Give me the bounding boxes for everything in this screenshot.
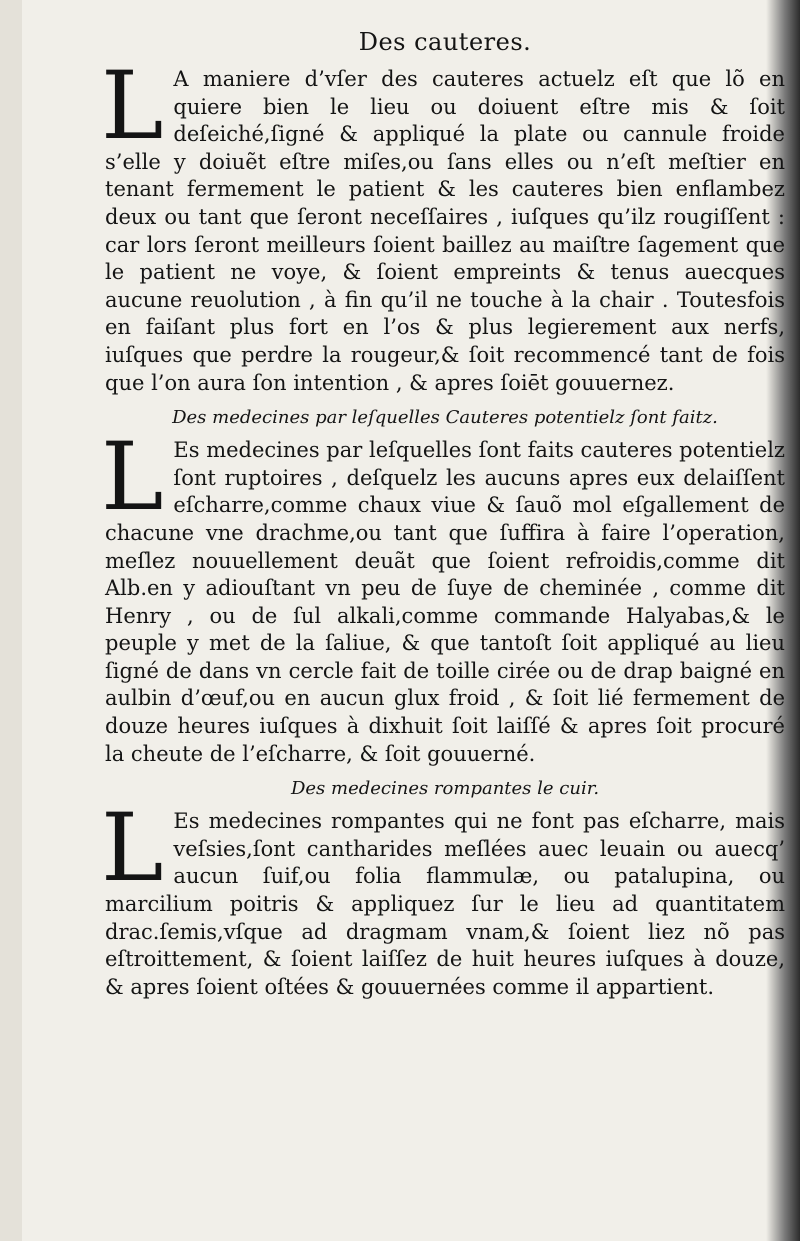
text-block [101,28,785,1001]
paragraph-text: Es medecines rompantes qui ne font pas eſcharre, mais veſsies,ſont cantharides meſlées auec leuain ou auecq’ aucun ſuif,ou folia flammulæ, ou patalupina, ou marcilium poitris & appliquez ſur le lieu ad quantitatem drac.ſemis,vſque ad dragmam vnam,& ſoient liez nõ pas eſtroittement, & ſoient laiſſez de huit heures iuſques à douze, & apres ſoient oſtées & gouuernées comme il appartient. [105,809,785,999]
paragraph-text: A maniere d’vſer des cauteres actuelz eſt que lõ en quiere bien le lieu ou doiuent eſtre mis & ſoit deſeiché,ſigné & appliqué la plate ou cannule froide s’elle y doiuẽt eſtre miſes,ou ſans elles ou n’eſt meſtier en tenant fermement le patient & les cauteres bien enflambez deux ou tant que ſeront neceſſaires , iuſques qu’ilz rougiſſent : car lors ſeront meilleurs ſoient baillez au maiſtre ſagement que le patient ne voye, & ſoient empreints & tenus auecques aucune reuolution , à fin qu’il ne touche à la chair . Toutesfois en faiſant plus fort en l’os & plus legierement aux nerfs, iuſques que perdre la rougeur,& ſoit recommencé tant de fois que l’on aura ſon intention , & apres ſoiēt gouuernez. [105,67,785,395]
paragraph-2 [101,423,785,768]
running-head: Des cauteres. [358,28,532,56]
section-heading: Des medecines rompantes le cuir. [290,778,600,800]
drop-cap: L [101,794,164,904]
paragraph-3 [101,794,785,1001]
paragraph-1 [101,52,785,397]
paragraph-text: Es medecines par leſquelles ſont faits cauteres potentielz ſont ruptoires , deſquelz les aucuns apres eux delaiſſent eſcharre,comme chaux viue & ſauõ mol eſgallement de chacune vne drachme,ou tant que ſuffira à faire l’operation, meſlez nouuellement deuãt que ſoient refroidis,comme dit Alb.en y adiouſtant vn peu de ſuye de cheminée , comme dit Henry , ou de ſul alkali,comme commande Halyabas,& le peuple y met de la ſaliue, & que tantoſt ſoit appliqué au lieu ſigné de dans vn cercle fait de toille cirée ou de drap baigné en aulbin d’œuf,ou en aucun glux froid , & ſoit lié fermement de douze heures iuſques à dixhuit ſoit laiſſé & apres ſoit procuré la cheute de l’eſcharre, & ſoit gouuerné. [105,438,785,766]
section-heading: Des medecines par leſquelles Cauteres potentielz ſont faitz. [172,407,718,429]
drop-cap: L [101,52,164,161]
page-gutter [0,0,22,1241]
drop-cap: L [101,423,164,533]
